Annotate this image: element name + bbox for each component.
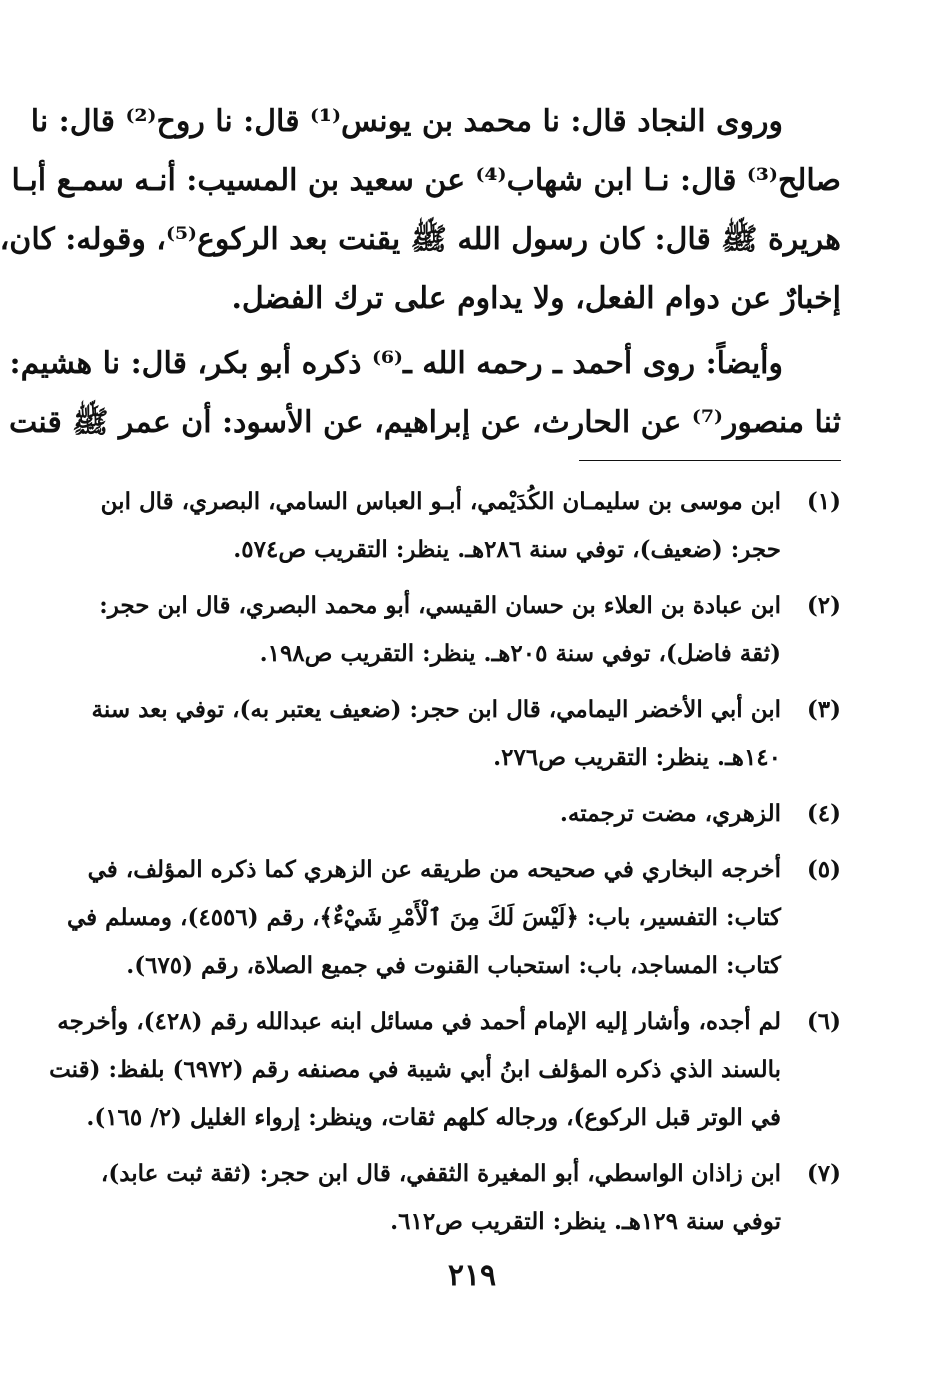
footnote-line: بالسند الذي ذكره المؤلف ابنُ أبي شيبة في مصنفه رقم (٦٩٧٢) بلفظ: (قنت (49, 1056, 781, 1083)
document-page (1, 0, 943, 1381)
footnote-line: كتاب: التفسير، باب: ﴿لَيْسَ لَكَ مِنَ ٱلْأَمْرِ شَيْءٌ﴾، رقم (٤٥٥٦)، ومسلم في (66, 904, 781, 931)
footnote-number: (٢) (806, 592, 841, 619)
footnote-number: (٣) (806, 696, 841, 723)
footnote (99, 582, 841, 678)
footnote-line: ابن زاذان الواسطي، أبو المغيرة الثقفي، قال ابن حجر: (ثقة ثبت عابد)، (100, 1160, 781, 1187)
footnote-number: (٤) (806, 800, 841, 827)
footnote-line: لم أجده، وأشار إليه الإمام أحمد في مسائل ابنه عبدالله رقم (٤٢٨)، وأخرجه (57, 1008, 781, 1035)
footnote (100, 478, 841, 574)
footnote-line: توفي سنة ١٢٩هـ. ينظر: التقريب ص٦١٢. (390, 1208, 781, 1235)
main-text-line: ثنا منصور⁽⁷⁾ عن الحارث، عن إبراهيم، عن الأسود: أن عمر ﷺ قنت (8, 405, 841, 440)
footnote (49, 998, 841, 1142)
footnote (129, 790, 841, 838)
footnote (100, 1150, 841, 1246)
main-text-line: وأيضاً: روى أحمد ـ رحمه الله ـ⁽⁶⁾ ذكره أبو بكر، قال: نا هشيم: (9, 346, 783, 381)
footnote-line: حجر: (ضعيف)، توفي سنة ٢٨٦هـ. ينظر: التقريب ص٥٧٤. (233, 536, 781, 563)
footnote-line: ابن أبي الأخضر اليمامي، قال ابن حجر: (ضعيف يعتبر به)، توفي بعد سنة (91, 696, 781, 723)
footnote-line: ١٤٠هـ. ينظر: التقريب ص٢٧٦. (493, 744, 781, 771)
main-text-line: هريرة ﷺ قال: كان رسول الله ﷺ يقنت بعد الركوع⁽⁵⁾، وقوله: كان، (0, 222, 841, 257)
footnote-line: (ثقة فاضل)، توفي سنة ٢٠٥هـ. ينظر: التقريب ص١٩٨. (259, 640, 781, 667)
footnote-divider (579, 460, 841, 461)
footnote-number: (١) (806, 488, 841, 515)
footnote-line: ابن موسى بن سليمـان الكُدَيْمي، أبـو العباس السامي، البصري، قال ابن (100, 488, 781, 515)
main-text-line: صالح⁽³⁾ قال: نـا ابن شهاب⁽⁴⁾ عن سعيد بن المسيب: أنـه سمـع أبـا (11, 163, 841, 198)
footnote-number: (٥) (806, 856, 841, 883)
footnote-number: (٧) (806, 1160, 841, 1187)
page-number: ٢١٩ (447, 1258, 497, 1293)
footnote-number: (٦) (806, 1008, 841, 1035)
main-text-line: وروى النجاد قال: نا محمد بن يونس⁽¹⁾ قال: نا روح⁽²⁾ قال: نا (30, 104, 783, 139)
footnote-line: في الوتر قبل الركوع)، ورجاله كلهم ثقات، وينظر: إرواء الغليل (٢/ ١٦٥). (86, 1104, 781, 1131)
footnote-line: أخرجه البخاري في صحيحه من طريقه عن الزهري كما ذكره المؤلف، في (87, 856, 781, 883)
footnote-line: كتاب: المساجد، باب: استحباب القنوت في جميع الصلاة، رقم (٦٧٥). (126, 952, 781, 979)
footnote (66, 846, 841, 990)
footnotes (49, 478, 841, 1254)
footnote (91, 686, 841, 782)
footnote-line: ابن عبادة بن العلاء بن حسان القيسي، أبو محمد البصري، قال ابن حجر: (99, 592, 781, 619)
main-text-line: إخبارٌ عن دوام الفعل، ولا يداوم على ترك الفضل. (231, 281, 841, 316)
main-text (0, 92, 841, 452)
footnote-line: الزهري، مضت ترجمته. (559, 800, 781, 827)
